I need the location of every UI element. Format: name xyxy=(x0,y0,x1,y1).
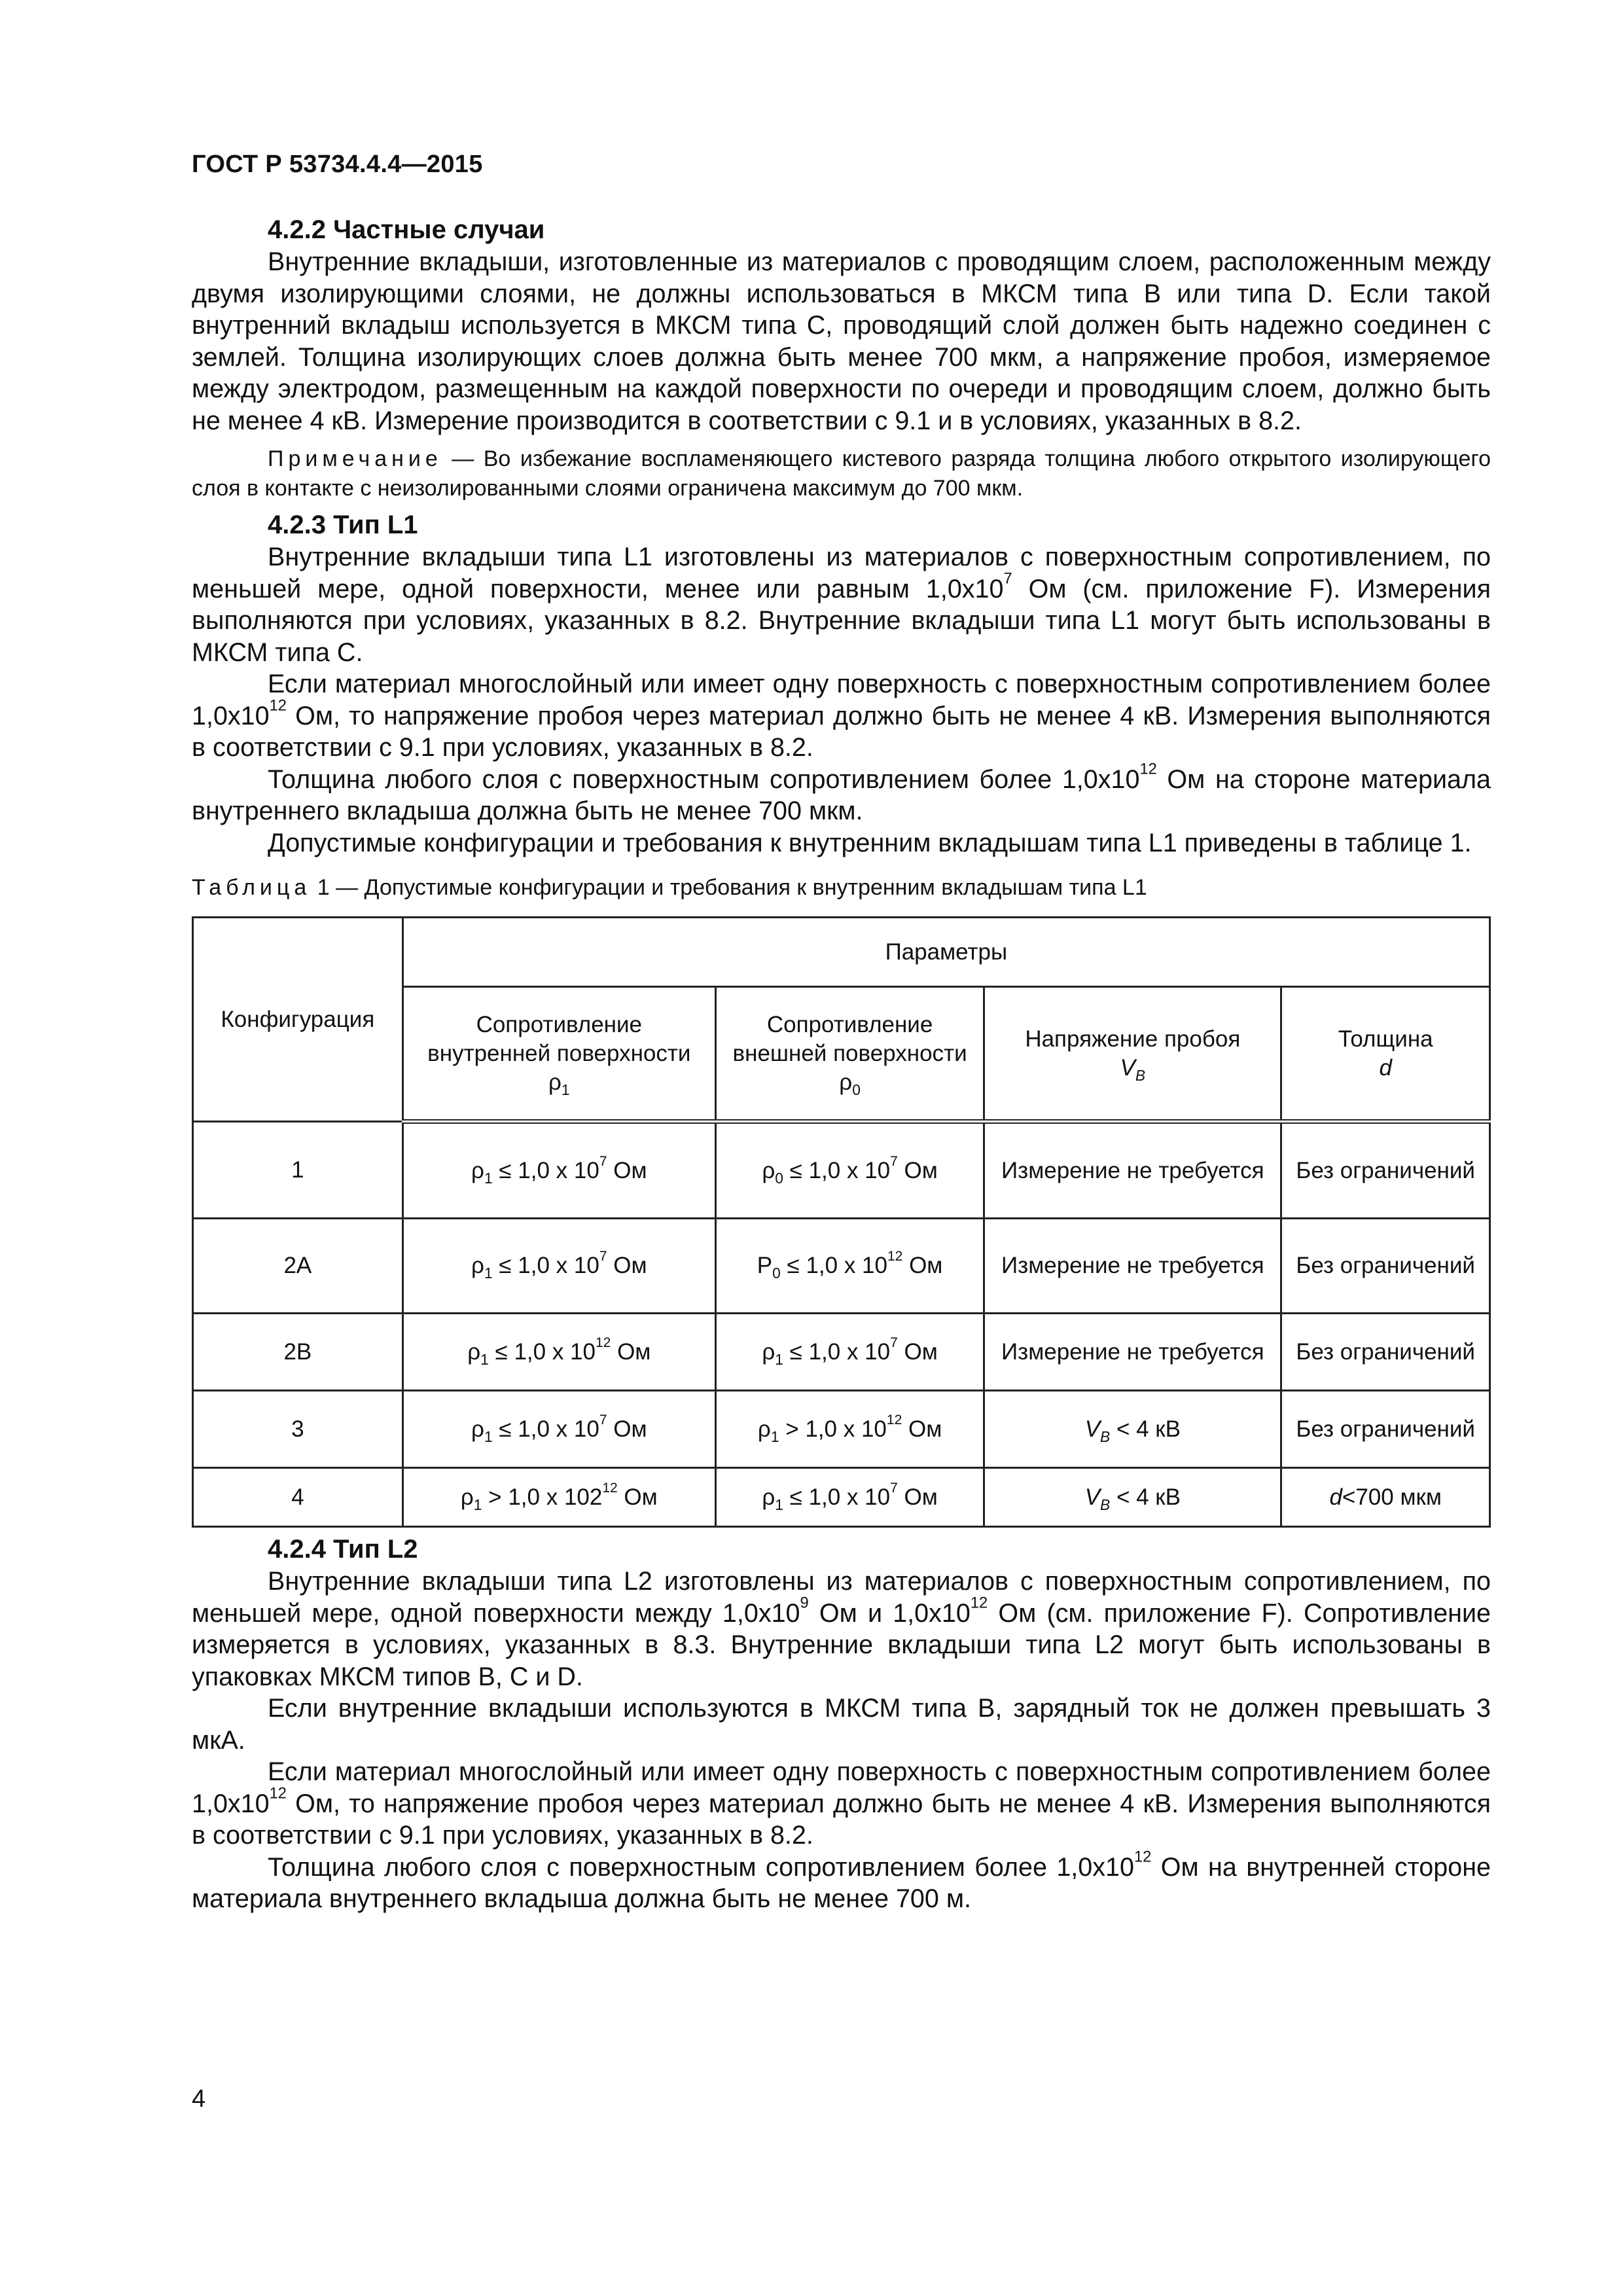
subscript: 1 xyxy=(484,1427,493,1445)
symbol: d xyxy=(1379,1054,1392,1081)
cell-outer xyxy=(715,1391,984,1468)
header-cell-configuration: Конфигурация xyxy=(193,918,403,1122)
superscript: 12 xyxy=(1133,1848,1152,1866)
paragraph: Допустимые конфигурации и требования к внутренним вкладышам типа L1 приведены в таблице 1. xyxy=(268,828,1472,857)
cell-thickness: Без ограничений xyxy=(1281,1122,1490,1219)
spacer xyxy=(192,1528,1491,1533)
text-run: Ом на стороне материала внутреннего вкладыша должна быть не менее 700 мкм. xyxy=(192,764,1491,825)
paragraph xyxy=(192,761,1491,827)
note xyxy=(192,444,1491,503)
text-run: Ом xyxy=(607,1157,647,1183)
header-text: Напряжение пробоя xyxy=(1025,1026,1241,1052)
text-run: Ом xyxy=(897,1338,938,1365)
cell-inner xyxy=(402,1219,715,1314)
superscript: 7 xyxy=(599,1249,607,1265)
symbol: d xyxy=(1329,1484,1342,1510)
subscript: 1 xyxy=(484,1265,493,1282)
symbol: Р xyxy=(757,1253,773,1278)
text-run: ≤ 1,0 х 10 xyxy=(492,1416,599,1442)
symbol: ρ xyxy=(467,1338,481,1365)
text-run: Ом xyxy=(902,1253,943,1278)
cell-thickness xyxy=(1281,1468,1490,1527)
paragraph xyxy=(192,541,1491,668)
cell-config: 2В xyxy=(193,1314,403,1391)
symbol: ρ xyxy=(471,1253,484,1278)
symbol: ρ xyxy=(471,1416,484,1442)
subscript: 1 xyxy=(480,1350,489,1368)
paragraph xyxy=(192,1756,1491,1852)
table-caption-text: 1 — Допустимые конфигурации и требования к внутренним вкладышам типа L1 xyxy=(311,875,1147,900)
header-text: внутренней поверхности xyxy=(427,1040,691,1066)
header-text: Толщина xyxy=(1338,1026,1433,1052)
superscript: 7 xyxy=(890,1153,898,1169)
header-text: внешней поверхности xyxy=(732,1040,967,1066)
text-run: < 4 кВ xyxy=(1110,1484,1181,1510)
text-run: Ом xyxy=(902,1416,942,1442)
cell-voltage xyxy=(984,1468,1281,1527)
paragraph xyxy=(192,668,1491,764)
text-run: < 4 кВ xyxy=(1110,1416,1181,1442)
requirements-table xyxy=(192,916,1491,1528)
text-run: ≤ 1,0 х 10 xyxy=(780,1253,887,1278)
cell-thickness: Без ограничений xyxy=(1281,1391,1490,1468)
cell-outer xyxy=(715,1219,984,1314)
cell-outer xyxy=(715,1314,984,1391)
symbol: ρ xyxy=(839,1069,853,1095)
text-run: ≤ 1,0 х 10 xyxy=(488,1338,596,1365)
header-text: Сопротивление xyxy=(476,1011,643,1037)
subscript: 1 xyxy=(775,1350,783,1368)
superscript: 12 xyxy=(1139,761,1157,778)
text-run: Ом xyxy=(611,1338,651,1365)
text-run: Внутренние вкладыши типа L1 изготовлены из материалов с поверхностным сопротивлением, по меньшей мере, одной поверхности, менее или равным 1,0х10 xyxy=(192,543,1491,603)
cell-voltage xyxy=(984,1391,1281,1468)
subscript: 1 xyxy=(770,1427,779,1445)
note-text: — Во избежание воспламеняющего кистевого разряда толщина любого открытого изолирующего слоя в контакте с неизолированными слоями ограничена максимум до 700 мкм. xyxy=(192,446,1491,501)
text-run: Ом, то напряжение пробоя через материал должно быть не менее 4 кВ. Измерения выполняются в соответствии с 9.1 при условиях, указанных в 8.2. xyxy=(192,1789,1491,1850)
superscript: 7 xyxy=(599,1412,607,1427)
cell-voltage: Измерение не требуется xyxy=(984,1314,1281,1391)
symbol: ρ xyxy=(471,1157,484,1183)
symbol: V xyxy=(1084,1484,1101,1510)
superscript: 7 xyxy=(1003,570,1012,588)
superscript: 12 xyxy=(269,1785,287,1803)
note-label: Примечание xyxy=(268,446,442,471)
symbol: V xyxy=(1084,1416,1101,1442)
section-title-4-2-3: 4.2.3 Тип L1 xyxy=(268,511,418,539)
paragraph xyxy=(192,1566,1491,1693)
superscript: 12 xyxy=(887,1249,903,1265)
symbol: ρ xyxy=(548,1069,562,1095)
text-run: <700 мкм xyxy=(1342,1484,1442,1510)
cell-config: 4 xyxy=(193,1468,403,1527)
section-title-4-2-4: 4.2.4 Тип L2 xyxy=(268,1535,418,1564)
symbol: ρ xyxy=(762,1157,776,1183)
text-run: > 1,0 х 10 xyxy=(779,1416,887,1442)
superscript: 12 xyxy=(886,1412,902,1427)
table-row xyxy=(193,1219,1490,1314)
text-run: Ом xyxy=(897,1157,938,1183)
cell-outer xyxy=(715,1468,984,1527)
text-run: ≤ 1,0 х 10 xyxy=(783,1338,891,1365)
superscript: 12 xyxy=(602,1480,618,1496)
symbol: V xyxy=(1120,1054,1135,1081)
header-text: Сопротивление xyxy=(766,1011,933,1037)
subscript: 1 xyxy=(561,1081,570,1098)
text-run: Если материал многослойный или имеет одну поверхность с поверхностным сопротивлением более 1,0х10 xyxy=(192,1757,1491,1818)
cell-outer xyxy=(715,1122,984,1219)
superscript: 12 xyxy=(269,697,287,715)
text-run: Ом xyxy=(617,1484,658,1510)
subscript: 1 xyxy=(775,1496,783,1513)
superscript: 7 xyxy=(599,1153,607,1169)
text-run: Ом xyxy=(897,1484,938,1510)
symbol: ρ xyxy=(762,1484,776,1510)
subscript: 0 xyxy=(775,1169,783,1187)
text-run: Ом на внутренней стороне материала внутреннего вкладыша должна быть не менее 700 м. xyxy=(192,1852,1491,1913)
cell-thickness: Без ограничений xyxy=(1281,1314,1490,1391)
paragraph: Если внутренние вкладыши используются в МКСМ типа В, зарядный ток не должен превышать 3 мкА. xyxy=(192,1694,1491,1755)
text-run: Толщина любого слоя с поверхностным сопротивлением более 1,0х10 xyxy=(268,1852,1134,1882)
symbol: ρ xyxy=(762,1338,776,1365)
superscript: 12 xyxy=(970,1594,988,1612)
text-run: > 1,0 х 102 xyxy=(482,1484,603,1510)
text-run: ≤ 1,0 х 10 xyxy=(492,1253,599,1278)
cell-config: 2А xyxy=(193,1219,403,1314)
table-caption xyxy=(192,873,1491,902)
subscript: 0 xyxy=(852,1081,861,1098)
table-row xyxy=(193,1468,1490,1527)
text-run: Ом и 1,0х10 xyxy=(808,1598,971,1628)
subscript: 0 xyxy=(772,1265,781,1282)
text-run: ≤ 1,0 х 10 xyxy=(783,1157,891,1183)
page-number: 4 xyxy=(192,2085,206,2113)
cell-thickness: Без ограничений xyxy=(1281,1219,1490,1314)
subscript: B xyxy=(1100,1427,1111,1445)
table-caption-label: Таблица xyxy=(192,875,312,900)
symbol: ρ xyxy=(460,1484,474,1510)
header-cell-breakdown-voltage xyxy=(984,987,1281,1122)
subscript: B xyxy=(1100,1496,1111,1513)
text-run: ≤ 1,0 х 10 xyxy=(492,1157,599,1183)
subscript: 1 xyxy=(473,1496,482,1513)
section-title-4-2-2: 4.2.2 Частные случаи xyxy=(268,215,545,244)
superscript: 7 xyxy=(890,1480,898,1496)
text-run: Внутренние вкладыши типа L2 изготовлены из материалов с поверхностным сопротивлением, по меньшей мере, одной поверхности между 1,0х10 xyxy=(192,1567,1491,1628)
page-content xyxy=(192,213,1491,1915)
cell-config: 3 xyxy=(193,1391,403,1468)
running-header: ГОСТ Р 53734.4.4—2015 xyxy=(192,151,483,178)
text-run: ≤ 1,0 х 10 xyxy=(783,1484,891,1510)
text-run: Ом xyxy=(607,1416,647,1442)
subscript: 1 xyxy=(484,1169,493,1187)
cell-voltage: Измерение не требуется xyxy=(984,1122,1281,1219)
cell-inner xyxy=(402,1391,715,1468)
header-cell-outer-resistance xyxy=(715,987,984,1122)
table-row xyxy=(193,1314,1490,1391)
cell-inner xyxy=(402,1468,715,1527)
header-cell-thickness xyxy=(1281,987,1490,1122)
text-run: Толщина любого слоя с поверхностным сопротивлением более 1,0х10 xyxy=(268,764,1140,794)
text-run: Ом xyxy=(607,1253,647,1278)
header-cell-parameters: Параметры xyxy=(402,918,1489,987)
cell-inner xyxy=(402,1314,715,1391)
paragraph xyxy=(192,1848,1491,1915)
paragraph: Внутренние вкладыши, изготовленные из материалов с проводящим слоем, расположенным между двумя изолирующими слоями, не должны использоваться в МКСМ типа В или типа D. Если такой внутренний вкладыш используется в МКСМ типа С, проводящий слой должен быть надежно соединен с землей. Толщина изолирующих слоев должна быть менее 700 мкм, а напряжение пробоя, измеряемое между электродом, размещенным на каждой поверхности по очереди и проводящим слоем, должно быть не менее 4 кВ. Измерение производится в соответствии с 9.1 и в условиях, указанных в 8.2. xyxy=(192,247,1491,435)
cell-inner xyxy=(402,1122,715,1219)
header-cell-inner-resistance xyxy=(402,987,715,1122)
symbol: ρ xyxy=(757,1416,771,1442)
cell-config: 1 xyxy=(193,1122,403,1219)
superscript: 7 xyxy=(890,1335,898,1350)
text-run: Ом (см. приложение F). Сопротивление измеряется в условиях, указанных в 8.3. Внутренние вкладыши типа L2 могут быть использованы в упаковках МКСМ типов В, С и D. xyxy=(192,1598,1491,1691)
cell-voltage: Измерение не требуется xyxy=(984,1219,1281,1314)
text-run: Ом (см. приложение F). Измерения выполняются при условиях, указанных в 8.2. Внутренние вкладыши типа L1 могут быть использованы в МКСМ типа С. xyxy=(192,574,1491,667)
superscript: 9 xyxy=(800,1594,809,1612)
text-run: Если материал многослойный или имеет одну поверхность с поверхностным сопротивлением более 1,0х10 xyxy=(192,670,1491,730)
text-run: Ом, то напряжение пробоя через материал должно быть не менее 4 кВ. Измерения выполняются в соответствии с 9.1 при условиях, указанных в 8.2. xyxy=(192,701,1491,762)
subscript: B xyxy=(1135,1066,1146,1084)
superscript: 12 xyxy=(596,1335,611,1350)
table-row xyxy=(193,1122,1490,1219)
table-row xyxy=(193,1391,1490,1468)
